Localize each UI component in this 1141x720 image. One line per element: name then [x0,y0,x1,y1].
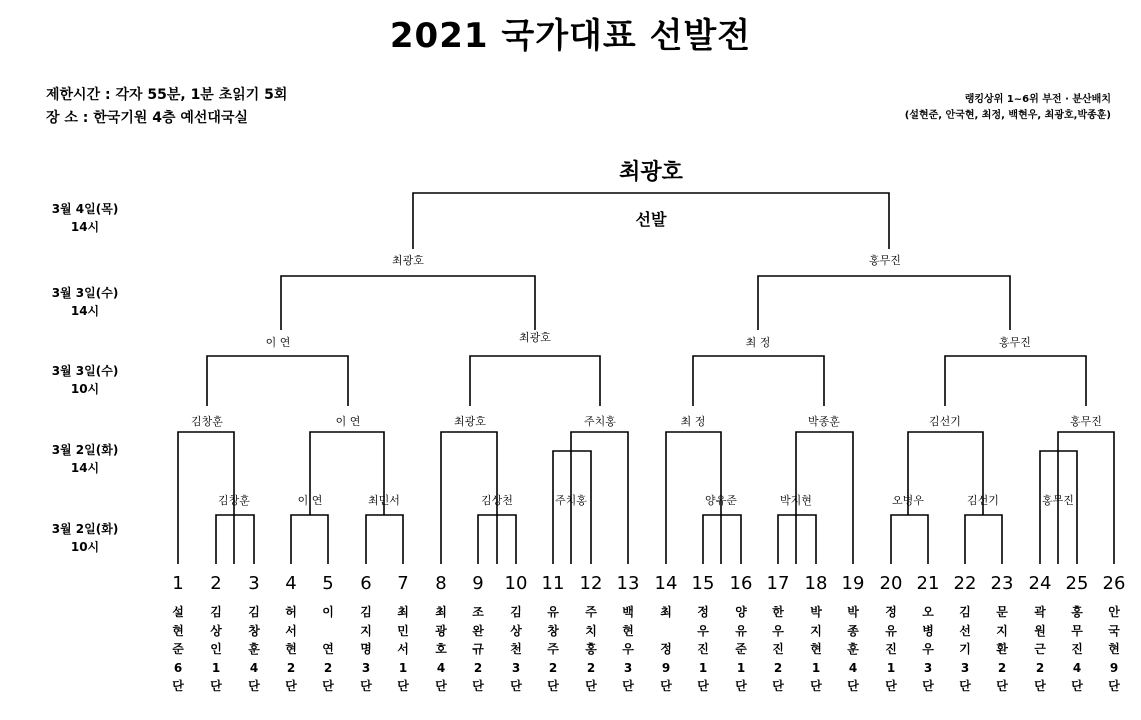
player-entry [656,603,676,696]
player-rank-char: 단 [922,679,934,694]
player-entry [393,603,413,696]
quarterfinal-winner: 최 정 [745,336,771,349]
player-name-char: 치 [585,623,597,638]
bracket-connector [366,515,403,564]
seed-note-line2: (설현준, 안국현, 최정, 백현우, 최광호,박종훈) [904,110,1111,121]
round1-winner: 박지현 [780,494,812,507]
player-name-char: 상 [510,623,522,638]
player-name-char: 진 [772,642,784,657]
player-entry [356,603,376,696]
player-number: 13 [616,573,640,594]
bracket-connector [291,515,328,564]
player-name-char: 박 [847,605,859,619]
seed-note-line1: 랭킹상위 1~6위 부전 · 분산배치 [964,94,1111,105]
bracket-connector [965,515,1002,564]
player-number: 2 [210,573,222,594]
player-rank-char: 단 [547,679,559,694]
player-number: 16 [729,573,753,594]
player-entry [1067,603,1087,696]
player-number: 21 [916,573,940,594]
time-limit-text: 제한시간 : 각자 55분, 1분 초읽기 5회 [46,87,288,103]
player-name-char: 창 [248,623,260,638]
player-rank-char: 단 [697,679,709,694]
player-entry [543,603,563,696]
player-rank-char: 단 [622,679,634,694]
player-name-char: 원 [1034,623,1046,638]
venue-text: 장 소 : 한국기원 4층 예선대국실 [46,110,248,126]
player-rank-char: 단 [735,679,747,694]
player-name-char: 김 [510,605,522,619]
player-rank-char: 단 [885,679,897,694]
player-name-char: 허 [285,605,297,619]
player-entry [244,603,264,696]
quarterfinal-winner: 최광호 [519,331,551,344]
player-name-char: 정 [660,642,672,657]
player-name-char: 주 [585,605,597,619]
player-number: 20 [879,573,903,594]
bracket-connector [216,515,254,564]
player-number: 9 [472,573,484,594]
player-name-char: 김 [360,605,372,619]
player-rank-char: 3 [511,660,521,675]
player-name-char: 진 [1071,642,1083,657]
player-number: 8 [435,573,447,594]
round3-winner: 박종훈 [808,415,840,428]
player-name-char: 김 [248,605,260,619]
player-name-char: 지 [996,623,1008,638]
schedule-time: 14시 [70,461,100,475]
player-name-char: 유 [547,605,559,619]
player-name-char: 천 [510,642,522,657]
player-name-char: 홍 [585,642,597,657]
player-entry [506,603,526,696]
bracket-connector [778,515,816,564]
player-number: 24 [1028,573,1052,594]
player-rank-char: 단 [585,679,597,694]
player-rank-char: 9 [1109,660,1119,675]
player-rank-char: 단 [322,679,334,694]
player-number: 19 [841,573,865,594]
player-name-char: 선 [959,623,971,638]
player-rank-char: 단 [810,679,822,694]
player-name-char: 정 [697,605,709,619]
round1-winner: 최민서 [368,494,400,507]
quarterfinal-winner: 이 연 [265,336,291,349]
player-rank-char: 단 [360,679,372,694]
player-name-char: 우 [622,642,634,657]
player-number: 11 [541,573,565,594]
player-rank-char: 4 [436,660,446,675]
schedule-final [30,200,140,236]
player-name-char: 광 [435,623,447,638]
player-entry [992,603,1012,696]
schedule-time: 14시 [70,220,100,234]
player-rank-char: 단 [210,679,222,694]
player-rank-char: 단 [510,679,522,694]
player-name-char: 백 [622,605,634,619]
player-rank-char: 4 [848,660,858,675]
round1-winner: 김상천 [481,494,513,507]
round3-winner: 주치홍 [584,415,616,428]
player-entry [581,603,601,696]
player-name-char: 현 [622,623,634,638]
bracket-connector [207,356,348,406]
player-number: 18 [804,573,828,594]
player-name-char: 최 [435,605,447,619]
player-name-char: 지 [810,623,822,638]
player-name-char: 무 [1071,623,1083,638]
player-rank-char: 4 [1072,660,1082,675]
player-entry [843,603,863,696]
player-rank-char: 1 [811,660,821,675]
player-rank-char: 2 [586,660,596,675]
player-number: 22 [953,573,977,594]
player-name-char: 서 [285,623,297,638]
player-entry [768,603,788,696]
player-rank-char: 3 [623,660,633,675]
player-name-char: 준 [172,642,184,657]
player-name-char: 오 [922,605,934,619]
player-name-char: 준 [735,642,747,657]
player-name-char: 조 [472,605,484,619]
player-rank-char: 단 [772,679,784,694]
player-name-char: 상 [210,623,222,638]
schedule-round3 [30,441,140,477]
player-rank-char: 9 [661,660,671,675]
schedule-time: 10시 [70,540,100,554]
player-rank-char: 단 [847,679,859,694]
player-rank-char: 2 [997,660,1007,675]
player-name-char: 훈 [248,642,260,657]
player-name-char: 양 [735,605,747,619]
bracket-connector [693,356,824,406]
schedule-time: 14시 [70,304,100,318]
player-name-char: 완 [472,623,484,638]
player-entry [806,603,826,696]
player-rank-char: 1 [886,660,896,675]
player-rank-char: 단 [959,679,971,694]
player-rank-char: 4 [249,660,259,675]
player-rank-char: 단 [1071,679,1083,694]
player-name-char: 진 [697,642,709,657]
player-rank-char: 단 [248,679,260,694]
player-name-char [318,622,338,641]
player-name-char: 현 [172,623,184,638]
player-name-char: 서 [397,642,409,657]
player-name-char: 환 [996,642,1008,657]
player-rank-char: 단 [172,679,184,694]
player-number: 12 [579,573,603,594]
round1-winner: 주치홍 [555,494,587,507]
player-number: 15 [691,573,715,594]
bracket-connector [470,356,600,406]
player-name-char: 연 [322,642,334,657]
player-name-char: 김 [210,605,222,619]
schedule-date: 3월 3일(수) [51,286,119,300]
player-name-char: 진 [885,642,897,657]
player-entry [693,603,713,696]
player-rank-char: 2 [286,660,296,675]
player-number: 10 [504,573,528,594]
player-number: 7 [397,573,409,594]
player-name-char: 민 [397,623,409,638]
player-number: 6 [360,573,372,594]
player-rank-char: 1 [211,660,221,675]
player-number: 26 [1102,573,1126,594]
player-rank-char: 1 [736,660,746,675]
player-name-char: 주 [547,642,559,657]
final-label: 선발 [635,210,667,229]
player-name-char: 우 [772,623,784,638]
player-name-char: 안 [1108,605,1120,619]
winner-name: 최광호 [619,160,683,185]
player-number: 5 [322,573,334,594]
player-rank-char: 1 [398,660,408,675]
bracket-connector [281,276,535,330]
player-rank-char: 2 [323,660,333,675]
player-name-char: 규 [472,642,484,657]
schedule-time: 10시 [70,382,100,396]
player-name-char: 김 [959,605,971,619]
player-rank-char: 단 [1034,679,1046,694]
bracket-connector [703,515,741,564]
player-number: 4 [285,573,297,594]
player-entry [206,603,226,696]
player-name-char: 현 [810,642,822,657]
player-rank-char: 1 [698,660,708,675]
round1-winner: 오병우 [892,494,924,507]
player-rank-char: 3 [361,660,371,675]
player-number: 23 [990,573,1014,594]
player-rank-char: 단 [472,679,484,694]
bracket-connector [945,356,1086,406]
schedule-date: 3월 2일(화) [51,522,119,536]
round1-winner: 이 연 [297,494,323,507]
player-entry [881,603,901,696]
round3-winner: 이 연 [335,415,361,428]
player-name-char: 기 [959,642,971,657]
player-name-char: 박 [810,605,822,619]
round3-winner: 최광호 [454,415,486,428]
player-rank-char: 2 [473,660,483,675]
semifinal-winner-left: 최광호 [392,254,424,267]
player-rank-char: 단 [1108,679,1120,694]
player-name-char: 호 [435,642,447,657]
player-name-char: 우 [697,623,709,638]
quarterfinal-winner: 홍무진 [999,336,1031,349]
player-entry [1030,603,1050,696]
player-entry [955,603,975,696]
schedule-date: 3월 4일(목) [51,202,119,216]
schedule-round1 [30,520,140,556]
player-number: 14 [654,573,678,594]
player-name-char: 문 [996,605,1008,619]
schedule-semifinal [30,284,140,320]
player-number: 3 [248,573,260,594]
player-name-char: 곽 [1034,605,1046,619]
player-name-char: 국 [1108,623,1120,638]
player-rank-char: 6 [173,660,183,675]
player-number: 17 [766,573,790,594]
player-name-char: 우 [922,642,934,657]
schedule-quarterfinal [30,362,140,398]
player-name-char: 홍 [1071,605,1083,619]
player-entry [168,603,188,696]
player-number: 1 [172,573,184,594]
player-rank-char: 단 [660,679,672,694]
player-number: 25 [1065,573,1089,594]
player-entry [431,603,451,696]
player-rank-char: 2 [1035,660,1045,675]
round1-winner: 양유준 [705,494,737,507]
player-name-char: 한 [772,605,784,619]
player-name-char: 정 [885,605,897,619]
player-entry [281,603,301,696]
schedule-date: 3월 2일(화) [51,443,119,457]
player-entry [618,603,638,696]
player-name-char: 현 [285,642,297,657]
player-name-char: 명 [360,642,372,657]
semifinal-winner-right: 홍무진 [869,254,901,267]
bracket-connector [891,515,928,564]
player-entry [468,603,488,696]
player-name-char: 종 [847,623,859,638]
player-name-char: 창 [547,623,559,638]
round3-winner: 최 정 [680,415,706,428]
player-name-char: 지 [360,623,372,638]
round3-winner: 홍무진 [1070,415,1102,428]
player-rank-char: 단 [397,679,409,694]
player-rank-char: 단 [285,679,297,694]
player-rank-char: 2 [773,660,783,675]
player-entry [731,603,751,696]
player-name-char: 훈 [847,642,859,657]
round1-winner: 김창훈 [218,494,250,507]
player-name-char: 유 [735,623,747,638]
bracket-connector [758,276,1010,330]
player-rank-char: 단 [996,679,1008,694]
player-name-char: 병 [922,623,934,638]
round1-winner: 홍무진 [1042,494,1074,507]
player-entry [918,603,938,696]
player-name-char [656,622,676,641]
round3-winner: 김선기 [929,415,961,428]
player-name-char: 유 [885,623,897,638]
player-rank-char: 2 [548,660,558,675]
player-rank-char: 단 [435,679,447,694]
player-entry [1104,603,1124,696]
player-entry [318,603,338,696]
round3-winner: 김창훈 [191,415,223,428]
round1-winner: 김선기 [967,494,999,507]
player-name-char: 최 [660,605,672,619]
player-rank-char: 3 [960,660,970,675]
player-name-char: 인 [210,642,222,657]
player-rank-char: 3 [923,660,933,675]
player-name-char: 설 [172,605,184,619]
page-title: 2021 국가대표 선발전 [389,16,752,56]
player-name-char: 근 [1034,642,1046,657]
player-name-char: 최 [397,605,409,619]
schedule-date: 3월 3일(수) [51,364,119,378]
player-name-char: 현 [1108,642,1120,657]
player-name-char: 이 [322,605,334,619]
